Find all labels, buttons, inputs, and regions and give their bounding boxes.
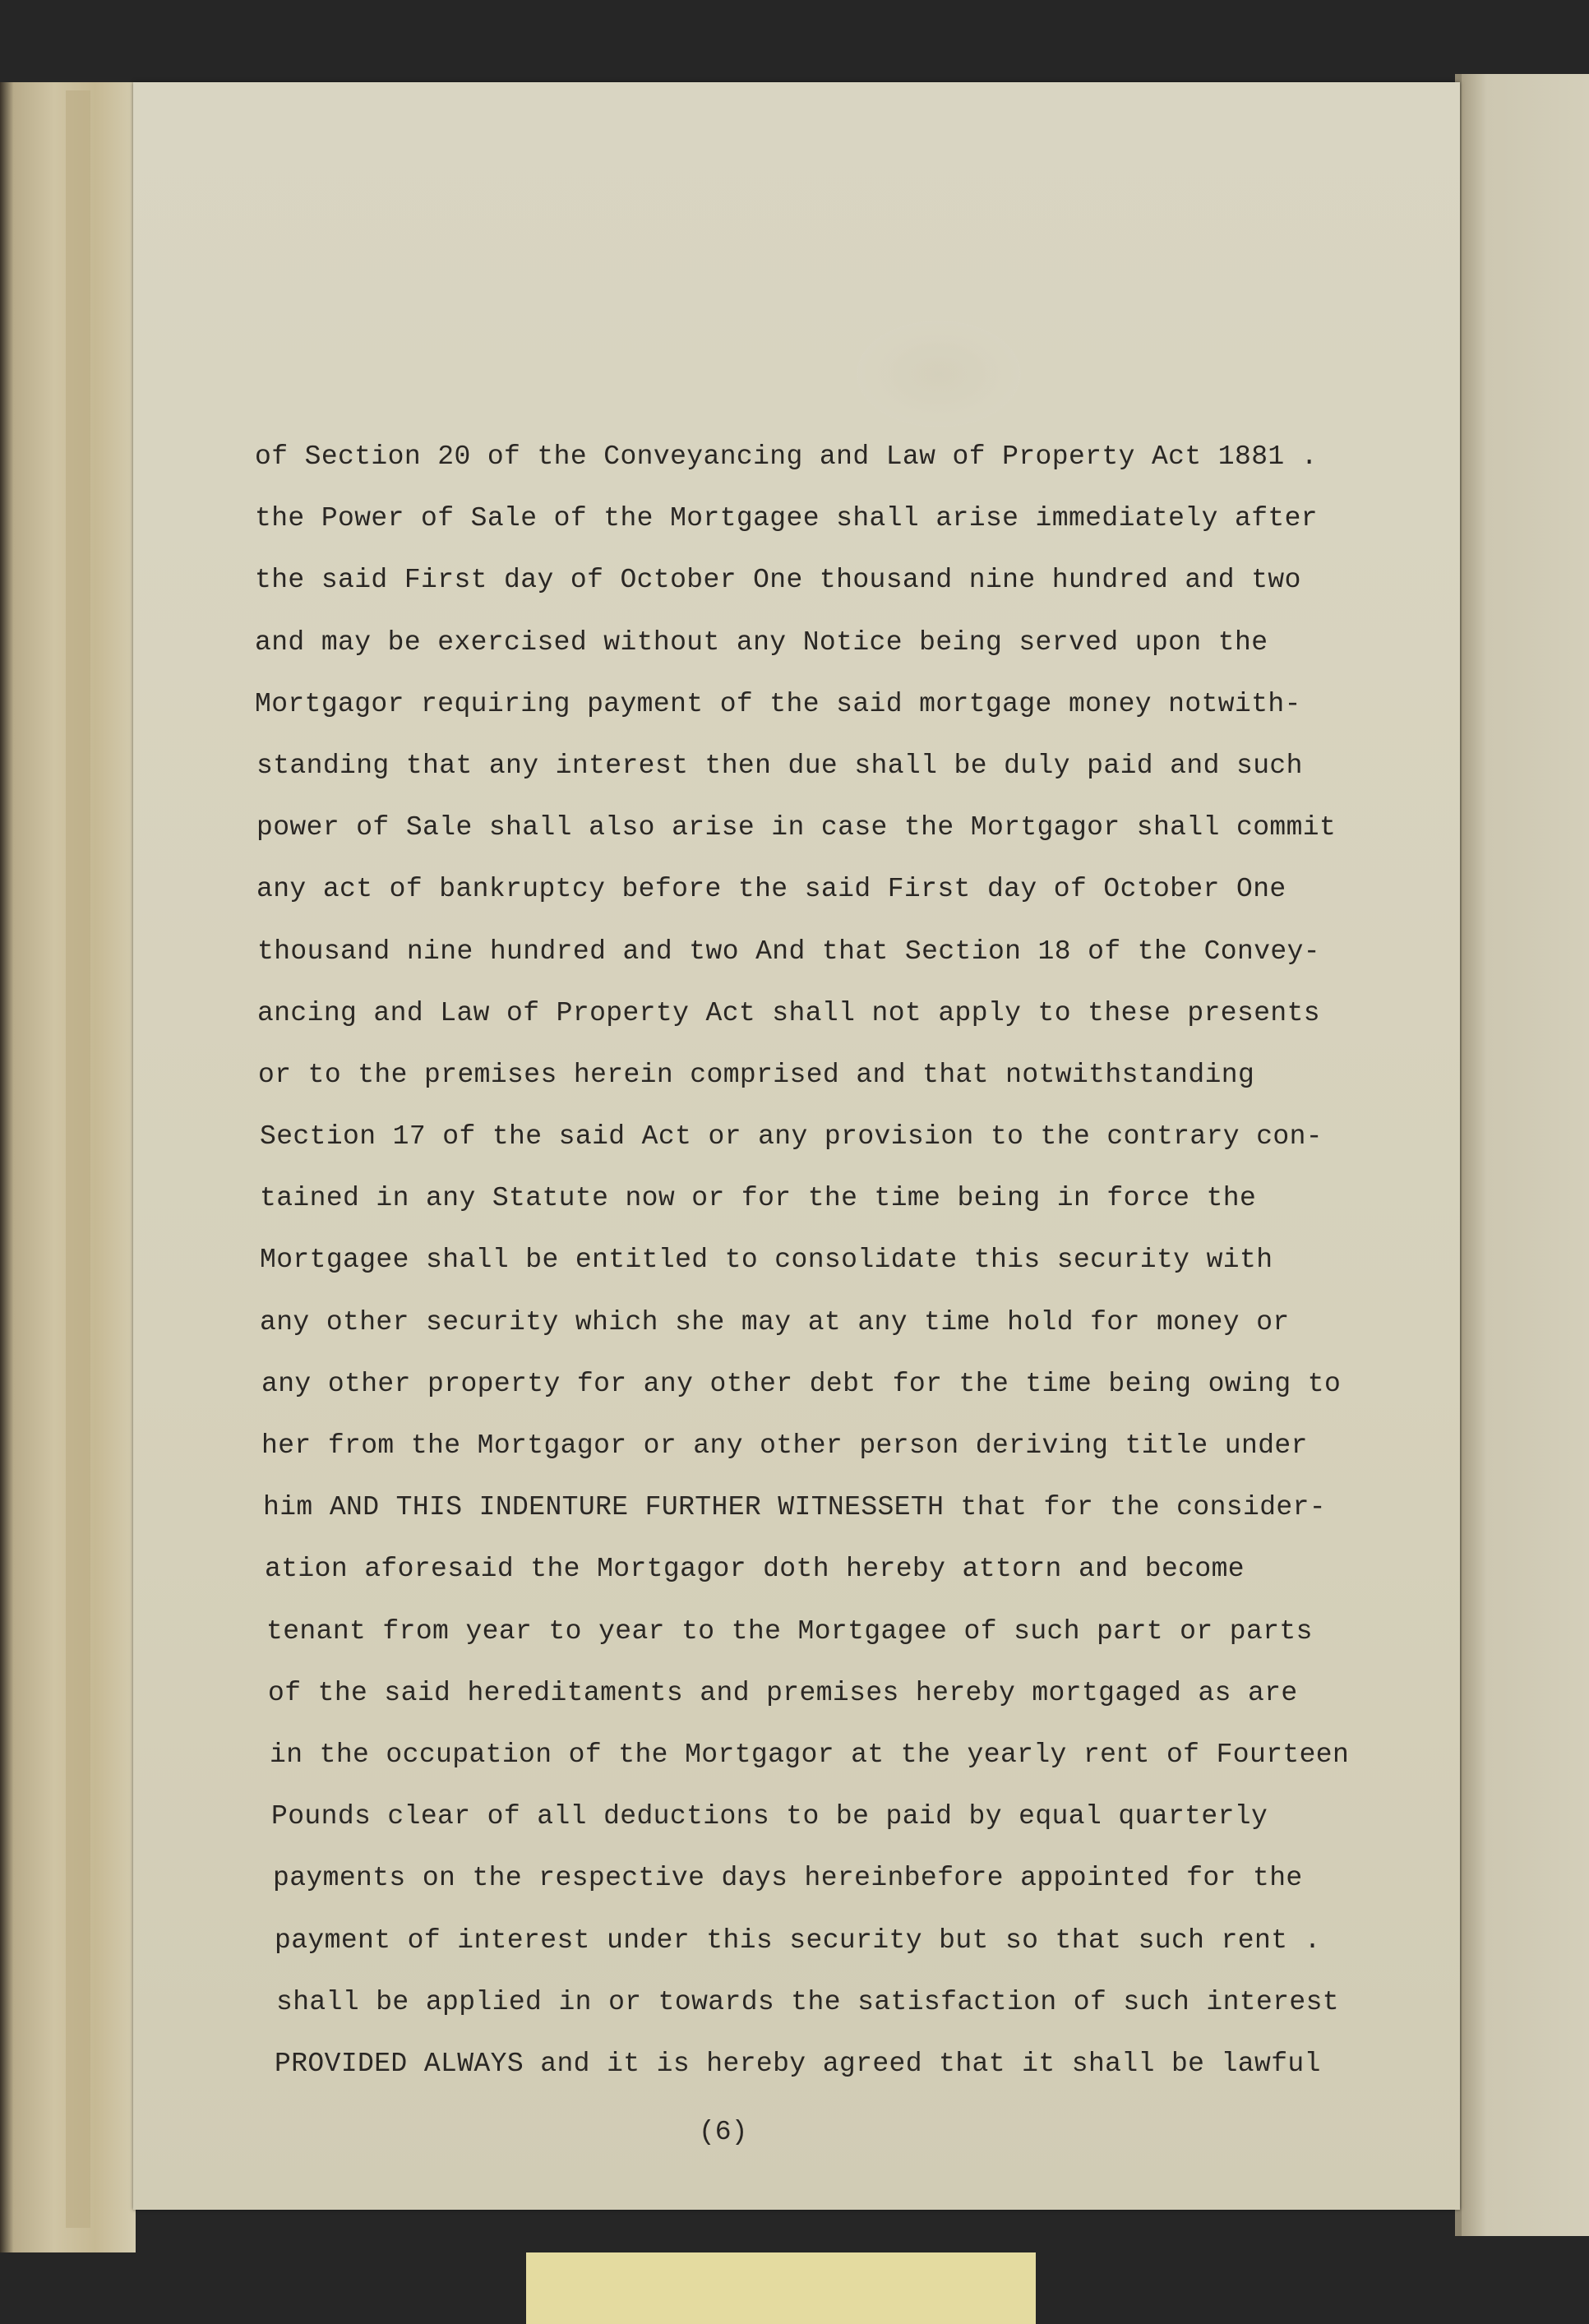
text-line: any other property for any other debt for the time being owing to <box>261 1368 1342 1399</box>
text-line: payment of interest under this security but so that such rent . <box>275 1924 1321 1956</box>
text-line: him AND THIS INDENTURE FURTHER WITNESSETH that for the consider- <box>263 1492 1327 1523</box>
text-line: PROVIDED ALWAYS and it is hereby agreed that it shall be lawful <box>275 2048 1321 2079</box>
text-line: thousand nine hundred and two And that Section 18 of the Convey- <box>257 936 1321 967</box>
text-line: of Section 20 of the Conveyancing and Law of Property Act 1881 . <box>255 441 1319 472</box>
text-line: the Power of Sale of the Mortgagee shall arise immediately after <box>255 503 1319 534</box>
text-line: shall be applied in or towards the satisfaction of such interest <box>276 1986 1340 2017</box>
text-line: the said First day of October One thousand nine hundred and two <box>255 565 1301 596</box>
page-number: (6) <box>699 2117 748 2147</box>
typed-body-text <box>255 426 1389 2095</box>
text-line: and may be exercised without any Notice being served upon the <box>255 626 1268 658</box>
text-line: any other security which she may at any time hold for money or <box>260 1306 1290 1338</box>
text-line: power of Sale shall also arise in case the Mortgagor shall commit <box>256 812 1337 843</box>
embossed-seal <box>857 321 1021 427</box>
text-line: of the said hereditaments and premises hereby mortgaged as are <box>268 1677 1298 1708</box>
text-line: Mortgagor requiring payment of the said mortgage money notwith- <box>255 688 1301 719</box>
text-line: ancing and Law of Property Act shall not apply to these presents <box>257 997 1321 1028</box>
page-stack-edge <box>66 90 90 2228</box>
text-line: in the occupation of the Mortgagor at the yearly rent of Fourteen <box>270 1739 1350 1770</box>
text-line: any act of bankruptcy before the said First day of October One <box>256 874 1286 905</box>
text-line: her from the Mortgagor or any other person deriving title under <box>261 1430 1308 1461</box>
text-line: standing that any interest then due shall be duly paid and such <box>256 750 1303 781</box>
text-line: payments on the respective days hereinbefore appointed for the <box>273 1863 1303 1894</box>
text-line: Mortgagee shall be entitled to consolidate this security with <box>260 1245 1273 1276</box>
paper-slip <box>526 2252 1036 2324</box>
text-line: tained in any Statute now or for the time being in force the <box>260 1183 1257 1214</box>
text-line: or to the premises herein comprised and that notwithstanding <box>258 1059 1255 1090</box>
facing-page-edge <box>1462 74 1589 2236</box>
text-line: ation aforesaid the Mortgagor doth hereby attorn and become <box>265 1554 1245 1585</box>
text-line: Section 17 of the said Act or any provision to the contrary con- <box>260 1121 1323 1153</box>
text-line: Pounds clear of all deductions to be paid by equal quarterly <box>271 1801 1268 1832</box>
text-line: tenant from year to year to the Mortgagee of such part or parts <box>266 1615 1313 1647</box>
